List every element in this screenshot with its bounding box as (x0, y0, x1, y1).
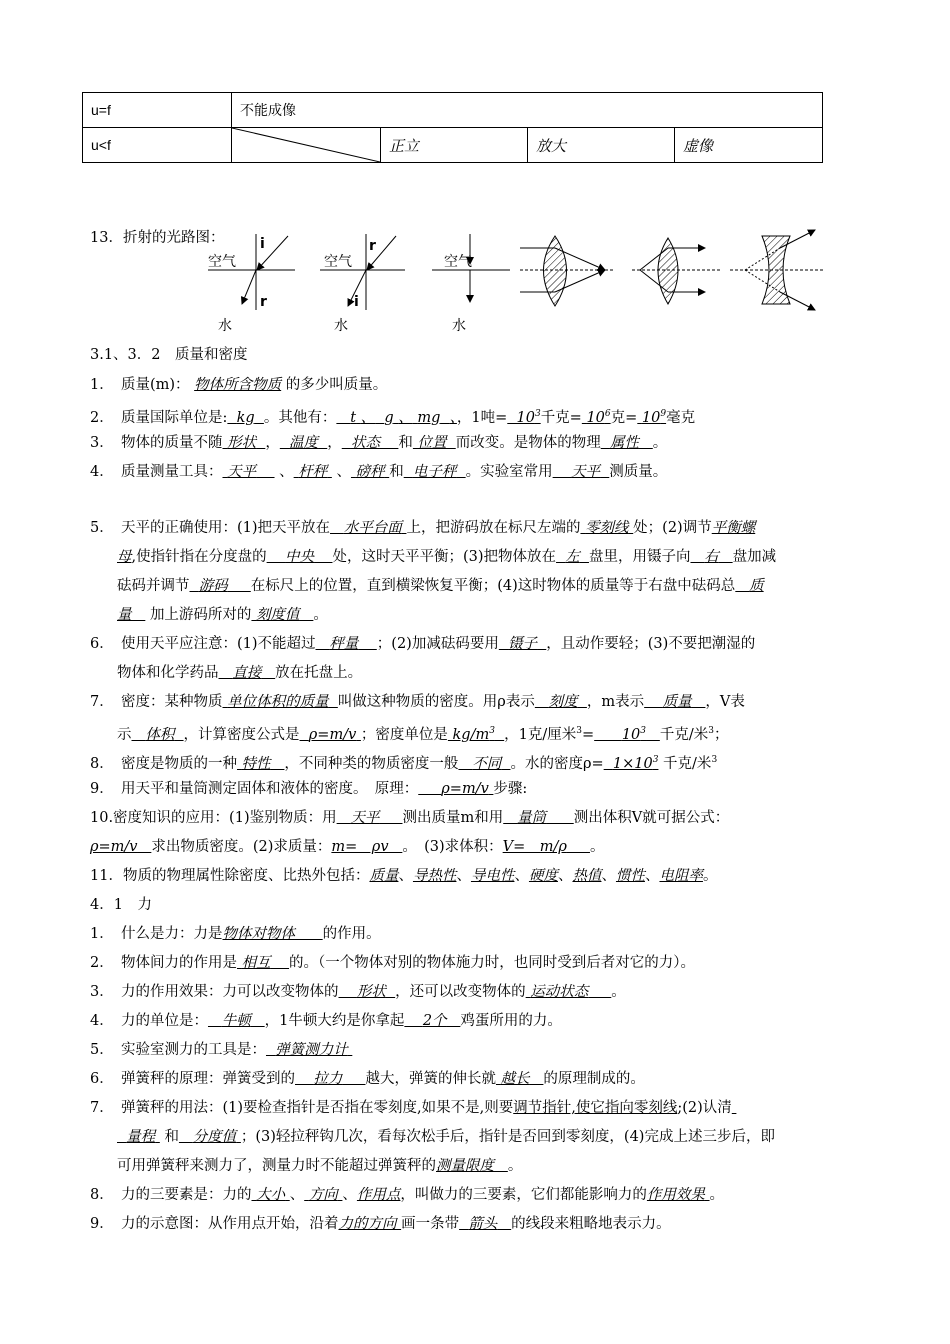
density-line-7: 11．物质的物理属性除密度、比热外包括：质量、导热性、导电性、硬度、热值、惯性、电阻率。 (90, 868, 718, 884)
force-line-2: 2． 物体间力的作用是 相互 的。（一个物体对别的物体施力时，也同时受到后者对它的力）。 (90, 955, 696, 971)
density-line-5: 10.密度知识的应用：(1)鉴别物质：用 天平 测出质量m和用 量筒 测出体积V就可据公式： (90, 810, 730, 826)
mass-line-2: 2． 质量国际单位是: kg 。其他有： t 、 g 、 mg 、，1吨= $10^3$千克= $10^6$克= $10^9$毫克 (90, 409, 696, 426)
force-line-1: 1． 什么是力：力是物体对物体 的作用。 (90, 926, 381, 942)
section-heading: 3.1、3．2 质量和密度 (90, 347, 248, 363)
density-line-2: 示 体积 ，计算密度公式是 ρ=m/v ；密度单位是 $kg/m^3$ ，1克/厘米$^3$= $10^3$ 千克/米$^3$； (117, 726, 729, 743)
angle-r-label: r (369, 238, 376, 254)
force-line-4: 4． 力的单位是： 牛顿 ，1牛顿大约是你拿起 2个 鸡蛋所用的力。 (90, 1013, 562, 1029)
notes-line-2: 物体和化学药品 直接 放在托盘上。 (117, 665, 363, 681)
balance-line-3: 砝码并调节 游码 在标尺上的位置，直到横梁恢复平衡；(4)这时物体的质量等于右盘中砝码总 质 (117, 578, 764, 594)
force-line-9: 可用弹簧秤来测力了，测量力时不能超过弹簧秤的测量限度 。 (117, 1158, 523, 1174)
force-line-11: 9． 力的示意图：从作用点开始，沿着力的方向 画一条带 箭头 的线段来粗略地表示力。 (90, 1216, 671, 1232)
air-label: 空气 (444, 254, 472, 270)
water-label: 水 (452, 318, 466, 334)
table-cell: 正立 (381, 128, 528, 163)
notes-line-1: 6． 使用天平应注意：(1)不能超过 秤量 ；(2)加减砝码要用 镊子 ，且动作要轻；(3)不要把潮湿的 (90, 636, 756, 652)
angle-r-label: r (260, 294, 267, 310)
density-line-6: ρ=m/v 求出物质密度。(2)求质量：m= ρv 。 (3)求体积：V= m/ρ 。 (90, 839, 605, 855)
table-cell: 虚像 (675, 128, 823, 163)
table-cell: u=f (83, 93, 232, 128)
mass-line-1: 1． 质量(m)： 物体所含物质 的多少叫质量。 (90, 377, 388, 393)
table-row (83, 128, 823, 163)
density-line-3: 8． 密度是物质的一种 特性 ，不同种类的物质密度一般 不同 。水的密度$\rho= 1\times 10^3$ 千克/米$^3$ (90, 755, 718, 772)
mass-line-4: 4． 质量测量工具： 天平 、 杆秤 、 磅秤 和 电子秤 。实验室常用 天平 测质量。 (90, 464, 668, 480)
mass-line-3: 3． 物体的质量不随 形状 ， 温度 ， 状态 和 位置 而改变。是物体的物理 属性 。 (90, 435, 668, 451)
force-line-7: 7． 弹簧秤的用法：(1)要检查指针是否指在零刻度,如果不是,则要调节指针,使它指向零刻线;(2)认清 (90, 1100, 732, 1116)
force-line-8: 量程 和 分度值 ；(3)轻拉秤钩几次，看每次松手后，指针是否回到零刻度，(4)完成上述三步后，即 (126, 1129, 775, 1145)
table-row (83, 93, 823, 128)
table-cell: 放大 (528, 128, 675, 163)
density-line-1: 7． 密度：某种物质 单位体积的质量 叫做这种物质的密度。用ρ表示 刻度 ，m表示 质量 ，V表 (90, 694, 745, 710)
water-label: 水 (218, 318, 232, 334)
section-heading: 4．1 力 (90, 897, 152, 913)
balance-line-4: 量 加上游码所对的 刻度值 。 (117, 607, 328, 623)
density-line-4: 9． 用天平和量筒测定固体和液体的密度。 原理： ρ=m/v 步骤: (90, 781, 528, 797)
angle-i-label: i (260, 236, 265, 252)
refraction-diagram (200, 226, 825, 341)
force-line-10: 8． 力的三要素是：力的 大小 、 方向 、作用点，叫做力的三要素，它们都能影响力的作用效果 。 (90, 1187, 725, 1203)
air-label: 空气 (324, 254, 352, 270)
force-line-6: 6． 弹簧秤的原理：弹簧受到的 拉力 越大，弹簧的伸长就 越长 的原理制成的。 (90, 1071, 645, 1087)
water-label: 水 (334, 318, 348, 334)
refraction-title: 13．折射的光路图： (90, 230, 225, 246)
diagonal-cell (232, 128, 381, 163)
balance-line-1: 5． 天平的正确使用：(1)把天平放在 水平台面 上，把游码放在标尺左端的 零刻线 处；(2)调节平衡螺 (90, 520, 756, 536)
table-cell: 不能成像 (232, 93, 823, 128)
angle-i-label: i (354, 294, 359, 310)
force-line-3: 3． 力的作用效果：力可以改变物体的 形状 ，还可以改变物体的 运动状态 。 (90, 984, 626, 1000)
force-line-5: 5． 实验室测力的工具是： 弹簧测力计 (90, 1042, 348, 1058)
air-label: 空气 (208, 254, 236, 270)
table-cell: u<f (83, 128, 232, 163)
balance-line-2: 母,使指针指在分度盘的 中央 处，这时天平平衡；(3)把物体放在 左 盘里，用镊子向 右 盘加减 (117, 549, 777, 565)
lens-table (82, 92, 823, 163)
